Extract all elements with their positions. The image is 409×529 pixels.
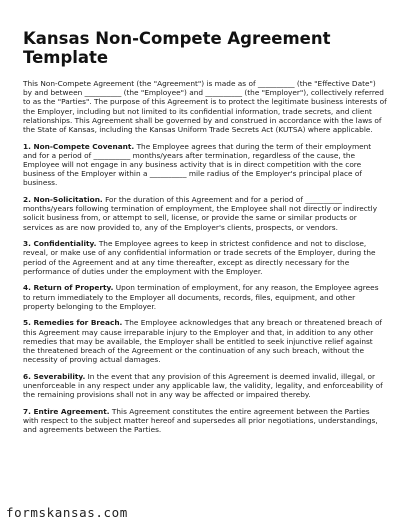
section-heading: 5. Remedies for Breach. xyxy=(23,318,123,328)
section-entire-agreement xyxy=(23,407,387,435)
section-body: Upon termination of employment, for any reason, the Employee agrees to return immediately to the Employer all documents, records, files, equipment, and other property belonging to the Employer. xyxy=(23,283,379,311)
section-body: The Employee acknowledges that any breach or threatened breach of this Agreement may cause irreparable injury to the Employer and that, in addition to any other remedies that may be available, the Employer shall be entitled to seek injunctive relief against the threatened breach of the Agreement or the continuation of any such breach, without the necessity of proving actual damages. xyxy=(23,318,383,365)
section-non-solicitation xyxy=(23,195,387,232)
section-confidentiality xyxy=(23,239,387,276)
section-heading: 3. Confidentiality. xyxy=(23,239,97,249)
section-non-compete xyxy=(23,142,387,188)
section-body: In the event that any provision of this Agreement is deemed invalid, illegal, or unenforceable in any respect under any applicable law, the validity, legality, and enforceability of the remaining provisions shall not in any way be affected or impaired thereby. xyxy=(23,371,383,400)
section-heading: 7. Entire Agreement. xyxy=(23,406,110,416)
section-severability xyxy=(23,372,387,400)
section-heading: 4. Return of Property. xyxy=(23,283,114,293)
intro-paragraph: This Non-Compete Agreement (the "Agreement") is made as of __________ (the "Effective Date") by and between __________ (the "Employee") and __________ (the "Employer"), collectively referred to as the "Parties". The purpose of this Agreement is to protect the legitimate business interests of the Employer, including but not limited to its confidential information, trade secrets, and client relationships. This Agreement shall be governed by and construed in accordance with the laws of the State of Kansas, including the Kansas Uniform Trade Secrets Act (KUTSA) where applicable. xyxy=(23,79,387,135)
section-remedies-for-breach xyxy=(23,318,387,364)
section-body: For the duration of this Agreement and for a period of __________ months/years following termination of employment, the Employee shall not directly or indirectly solicit business from, or attempt to sell, license, or provide the same or similar products or services as are now provided to, any of the Employer's clients, prospects, or vendors. xyxy=(23,195,378,232)
section-heading: 1. Non-Compete Covenant. xyxy=(23,141,135,151)
section-heading: 6. Severability. xyxy=(23,371,86,381)
site-watermark: formskansas.com xyxy=(6,505,128,520)
section-heading: 2. Non-Solicitation. xyxy=(23,195,103,205)
page-title: Kansas Non-Compete Agreement Template xyxy=(23,29,331,67)
section-return-of-property xyxy=(23,283,387,311)
section-body: The Employee agrees that during the term of their employment and for a period of __________ months/years after termination, regardless of the cause, the Employee will not engage in any business activity that is in direct competition with the core business of the Employer within a __________ mile radius of the Employer's principal place of business. xyxy=(23,141,372,188)
section-body: The Employee agrees to keep in strictest confidence and not to disclose, reveal, or make use of any confidential information or trade secrets of the Employer, during the period of the Agreement and at any time thereafter, except as directly necessary for the performance of duties under the employment with the Employer. xyxy=(23,239,376,276)
section-body: This Agreement constitutes the entire agreement between the Parties with respect to the subject matter hereof and supersedes all prior negotiations, understandings, and agreements between the Parties. xyxy=(23,406,378,435)
